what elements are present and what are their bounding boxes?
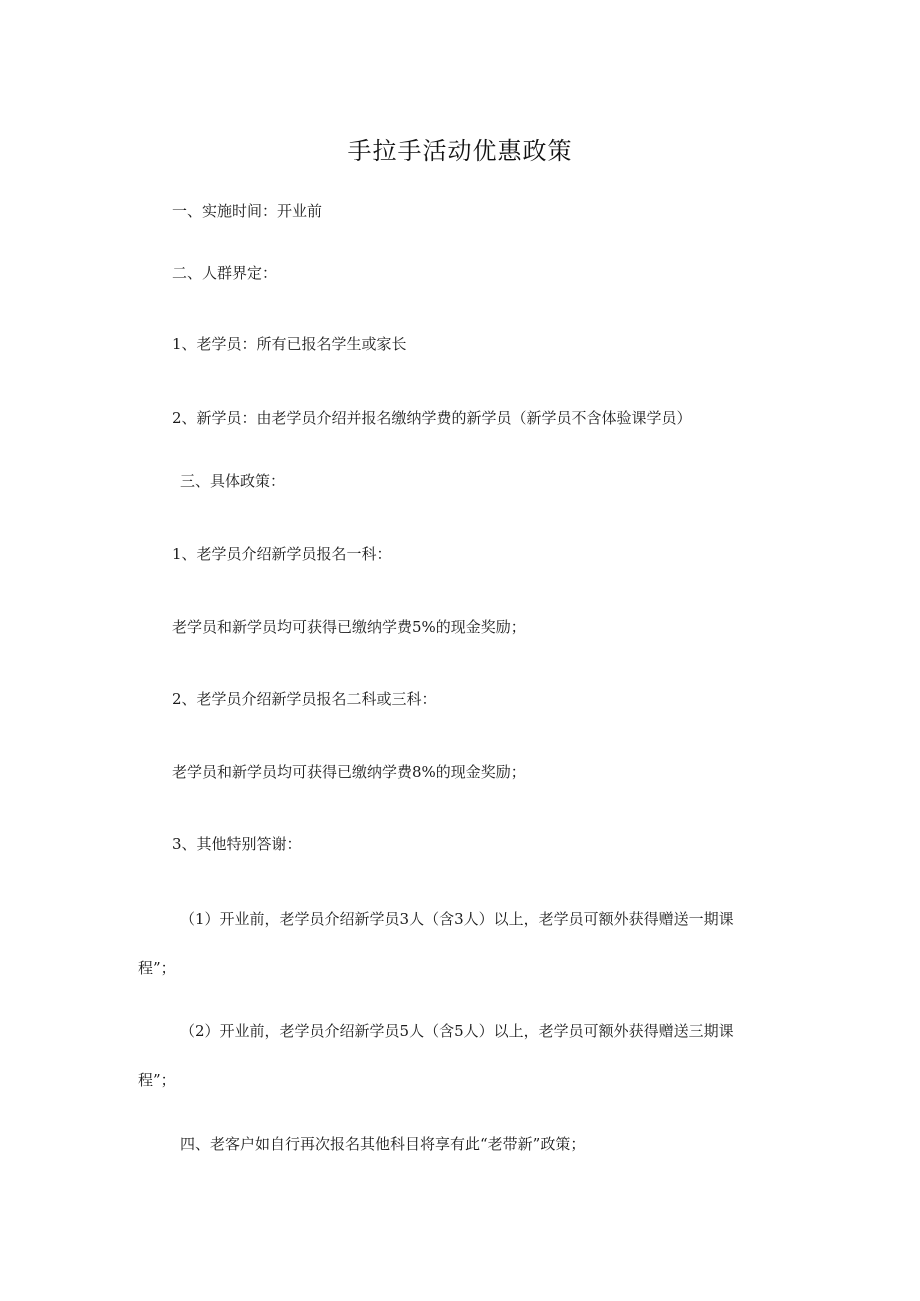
item-new-student: 2、新学员：由老学员介绍并报名缴纳学费的新学员（新学员不含体验课学员） — [172, 409, 692, 427]
policy-one-subject: 1、老学员介绍新学员报名一科： — [172, 545, 392, 563]
item-old-student: 1、老学员：所有已报名学生或家长 — [172, 335, 407, 353]
policy-two-three-subjects: 2、老学员介绍新学员报名二科或三科： — [172, 690, 437, 708]
special-item-2-line2: 程”； — [138, 1071, 176, 1089]
policy-special-thanks: 3、其他特别答谢： — [172, 835, 302, 853]
special-item-1-line2: 程”； — [138, 959, 176, 977]
policy-one-subject-reward: 老学员和新学员均可获得已缴纳学费5%的现金奖励； — [172, 618, 526, 636]
document-title: 手拉手活动优惠政策 — [347, 137, 573, 165]
section-old-customer: 四、老客户如自行再次报名其他科目将享有此“老带新”政策； — [180, 1135, 586, 1153]
special-item-1-line1: （1）开业前，老学员介绍新学员3人（含3人）以上，老学员可额外获得赠送一期课 — [180, 910, 734, 928]
special-item-2-line1: （2）开业前，老学员介绍新学员5人（含5人）以上，老学员可额外获得赠送三期课 — [180, 1022, 734, 1040]
section-implementation-time: 一、实施时间：开业前 — [172, 202, 323, 220]
section-policy: 三、具体政策： — [180, 472, 286, 490]
section-target-group: 二、人群界定： — [172, 264, 278, 282]
policy-two-three-subjects-reward: 老学员和新学员均可获得已缴纳学费8%的现金奖励； — [172, 763, 526, 781]
